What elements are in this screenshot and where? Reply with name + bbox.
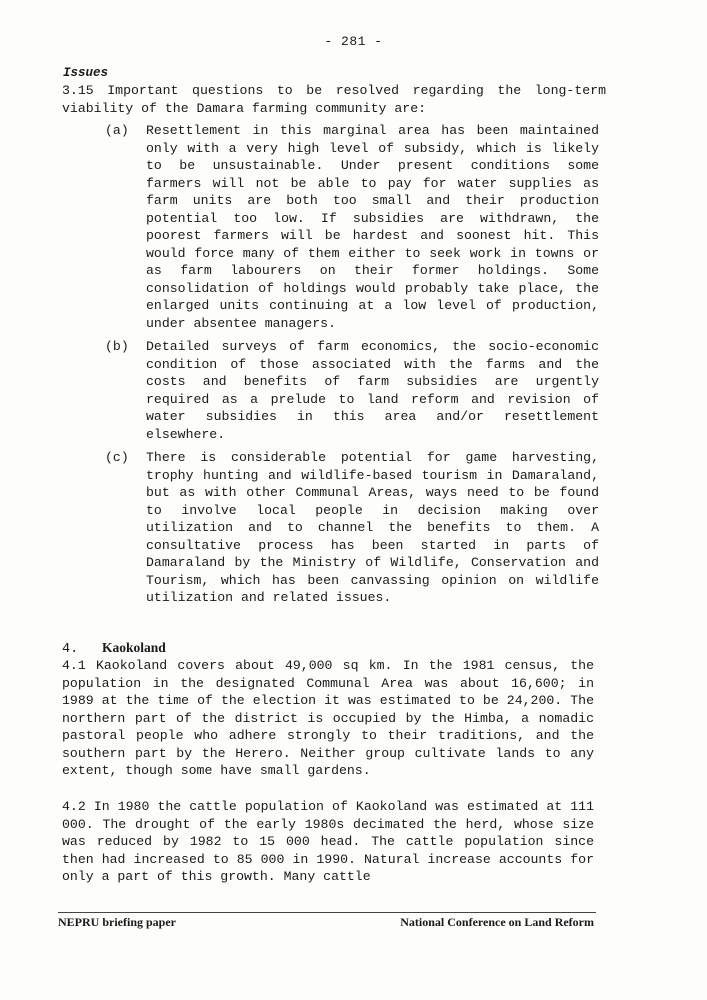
footer-right: National Conference on Land Reform (400, 915, 594, 929)
section-number: 4. (62, 642, 79, 657)
list-item-text: Detailed surveys of farm economics, the socio-economic condition of those associated with the farms and the costs and benefits of farm subsidies are urgently required as a prelude to land reform and revision of water subsidies in this area and/or resettlement elsewhere. (146, 339, 599, 442)
paragraph-3-15: 3.15 Important questions to be resolved regarding the long-term viability of the Damara farming community are: (62, 83, 606, 116)
footer-divider (58, 912, 596, 913)
list-item-label: (b) (105, 339, 129, 354)
paragraph-4-1: 4.1 Kaokoland covers about 49,000 sq km. In the 1981 census, the population in the designated Communal Area was about 16,600; in 1989 at the time of the election it was estimated to be 24,200. The northern part of the district is occupied by the Himba, a nomadic pastoral people who adhere strongly to their traditions, and the southern part by the Herero. Neither group cultivate lands to any extent, though some have small gardens. (62, 658, 594, 778)
list-item-text: There is considerable potential for game harvesting, trophy hunting and wildlife-based tourism in Damaraland, but as with other Communal Areas, ways need to be found to involve local people in decision making over utilization and to channel the benefits to them. A consultative process has been started in parts of Damaraland by the Ministry of Wildlife, Conservation and Tourism, which has been canvassing opinion on wildlife utilization and related issues. (146, 450, 599, 605)
list-item-text: Resettlement in this marginal area has been maintained only with a very high level of subsidy, which is likely to be unsustainable. Under present conditions some farmers will not be able to pay for water supplies as farm units are both too small and their production potential too low. If subsidies are withdrawn, the poorest farmers will be hardest and soonest hit. This would force many of them either to seek work in towns or as farm labourers on their former holdings. Some consolidation of holdings would probably take place, the enlarged units continuing at a low level of production, under absentee managers. (146, 123, 599, 331)
section-heading (62, 640, 166, 657)
paragraph-4-2: 4.2 In 1980 the cattle population of Kaokoland was estimated at 111 000. The drought of the early 1980s decimated the herd, whose size was reduced by 1982 to 15 000 head. The cattle population since then had increased to 85 000 in 1990. Natural increase accounts for only a part of this growth. Many cattle (62, 799, 594, 884)
issues-heading: Issues (63, 66, 109, 80)
page-number: - 281 - (324, 34, 383, 49)
footer-left: NEPRU briefing paper (58, 915, 176, 929)
list-item-label: (a) (105, 123, 129, 138)
list-item-label: (c) (105, 450, 129, 465)
section-title: Kaokoland (102, 640, 166, 655)
